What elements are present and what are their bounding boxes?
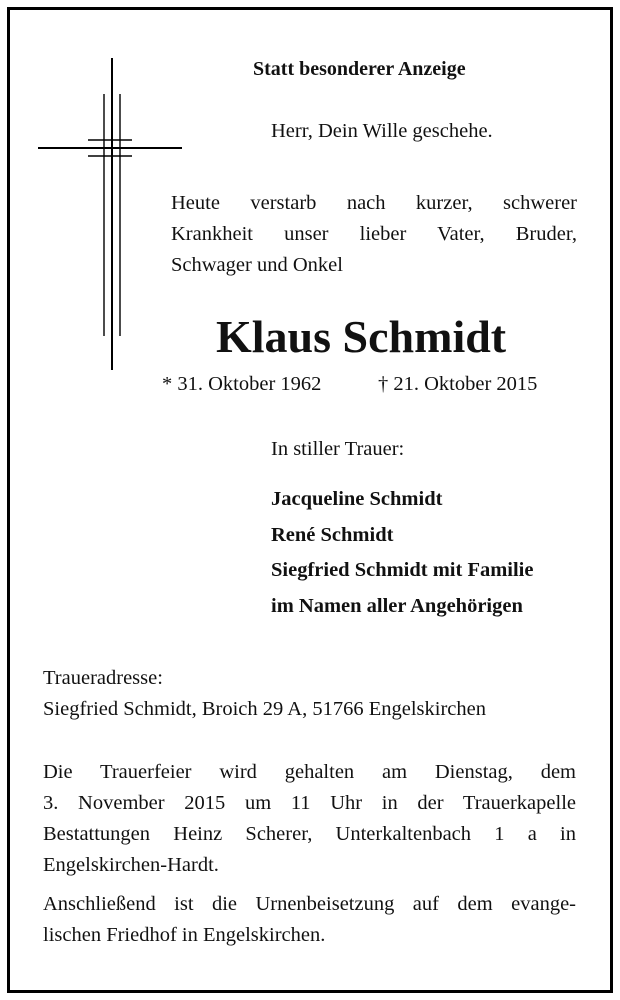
mourner-name: Siegfried Schmidt mit Familie	[271, 559, 534, 581]
mourners-list	[271, 482, 533, 624]
deceased-name: Klaus Schmidt	[216, 311, 507, 362]
intro-line: Krankheit unser lieber Vater, Bruder,	[171, 223, 577, 245]
mourning-label: In stiller Trauer:	[271, 438, 405, 460]
notice-header: Statt besonderer Anzeige	[253, 58, 466, 80]
ceremony-text	[43, 757, 576, 881]
intro-line: Heute verstarb nach kurzer, schwerer	[171, 192, 577, 214]
ceremony-line: Die Trauerfeier wird gehalten am Dienstag, dem	[43, 761, 576, 783]
birth-date: * 31. Oktober 1962	[162, 373, 322, 395]
ceremony-line: Engelskirchen-Hardt.	[43, 854, 219, 876]
ceremony-line: 3. November 2015 um 11 Uhr in der Trauerkapelle	[43, 792, 576, 814]
intro-line: Schwager und Onkel	[171, 254, 343, 276]
burial-line: Anschließend ist die Urnenbeisetzung auf dem evange-	[43, 893, 576, 915]
mourning-address: Siegfried Schmidt, Broich 29 A, 51766 Engelskirchen	[43, 698, 486, 720]
death-date: † 21. Oktober 2015	[378, 373, 538, 395]
bible-verse: Herr, Dein Wille geschehe.	[271, 120, 493, 142]
address-label: Traueradresse:	[43, 667, 163, 689]
intro-text	[171, 188, 577, 281]
ceremony-line: Bestattungen Heinz Scherer, Unterkaltenbach 1 a in	[43, 823, 576, 845]
mourner-name: im Namen aller Angehörigen	[271, 594, 523, 617]
mourner-name: René Schmidt	[271, 523, 394, 546]
mourner-name: Jacqueline Schmidt	[271, 488, 443, 510]
cross-icon	[38, 58, 182, 370]
burial-line: lischen Friedhof in Engelskirchen.	[43, 924, 326, 946]
burial-text	[43, 889, 576, 951]
